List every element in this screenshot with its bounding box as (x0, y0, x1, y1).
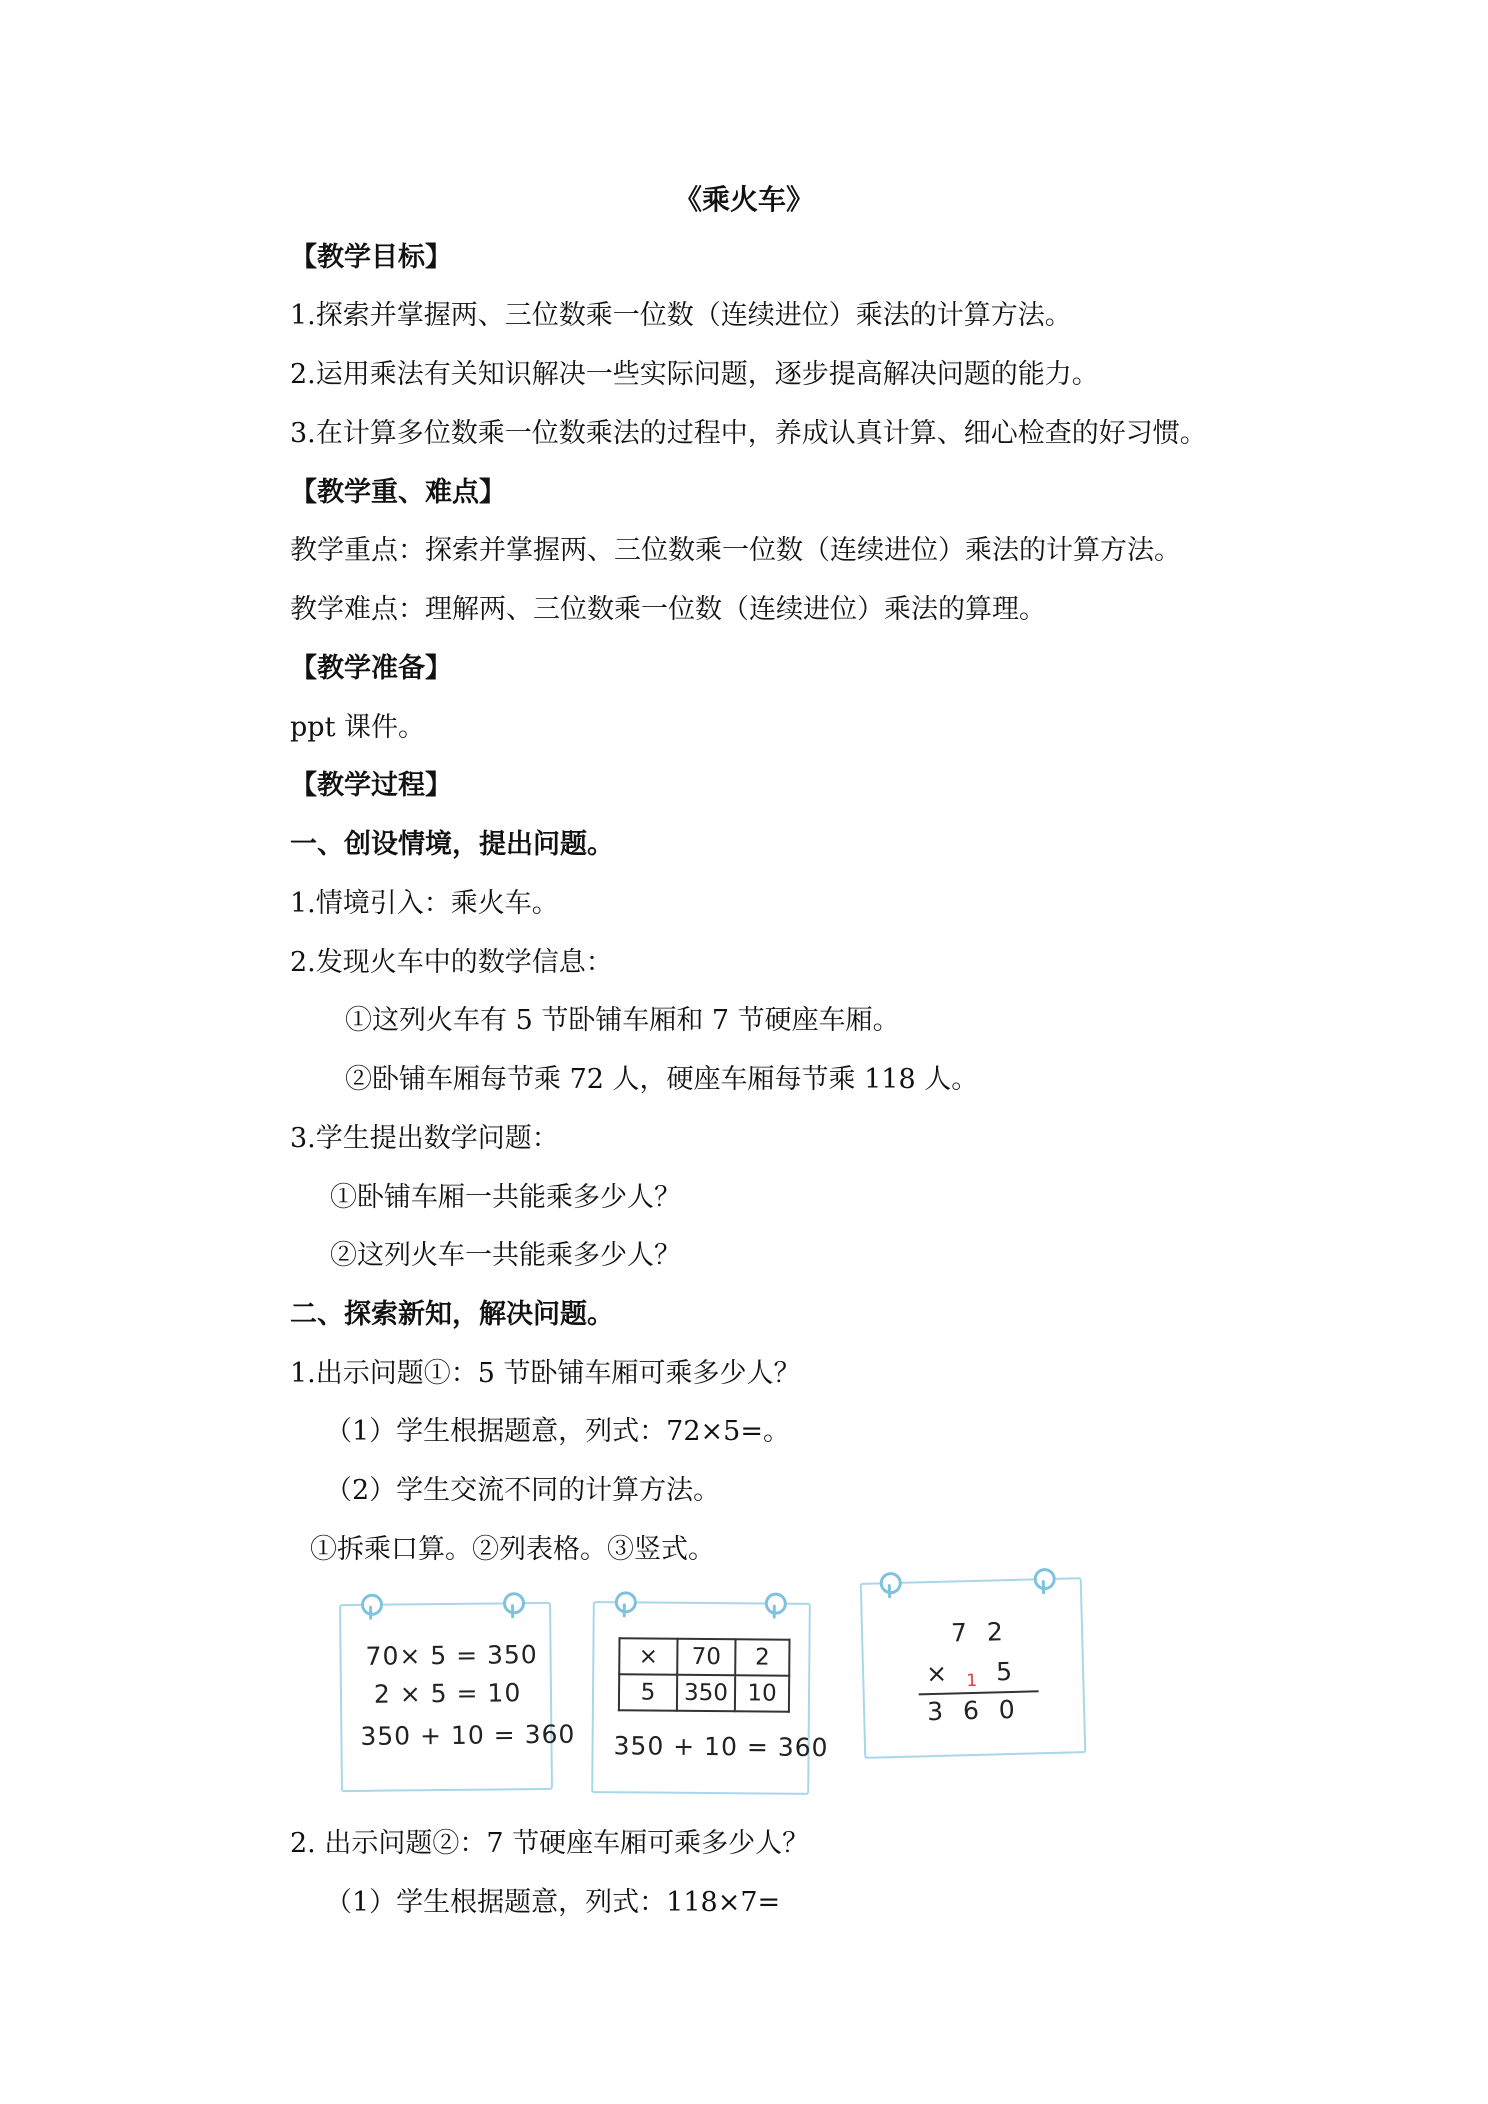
oral-calc-card (339, 1602, 576, 1792)
card-clip-icon (615, 1591, 637, 1613)
oral-calc-line-2: 2 × 5 = 10 (373, 1678, 522, 1709)
table-cell: 10 (735, 1675, 789, 1711)
part1-heading: 一、创设情境，提出问题。 (290, 829, 614, 860)
key-point-2: 教学难点：理解两、三位数乘一位数（连续进位）乘法的算理。 (290, 594, 1046, 625)
card-clip-icon (765, 1593, 787, 1615)
table-cell: 350 (677, 1675, 735, 1712)
card-clip-icon (503, 1592, 525, 1614)
table-cell: 5 (619, 1674, 677, 1711)
card-clip-icon (361, 1594, 383, 1616)
prep-heading: 【教学准备】 (290, 653, 452, 684)
part1-line-5: 3.学生提出数学问题： (290, 1123, 559, 1154)
vertical-rule-line (919, 1690, 1039, 1695)
part2-line-1: 1.出示问题①：5 节卧铺车厢可乘多少人？ (290, 1358, 801, 1389)
objective-1: 1.探索并掌握两、三位数乘一位数（连续进位）乘法的计算方法。 (290, 300, 1072, 331)
oral-calc-line-1: 70× 5 = 350 (365, 1640, 538, 1671)
part1-line-4: ②卧铺车厢每节乘 72 人，硬座车厢每节乘 118 人。 (345, 1064, 979, 1095)
table-cell: × (619, 1638, 677, 1675)
vertical-carry-digit: 1 (966, 1670, 979, 1692)
oral-calc-line-3: 350 + 10 = 360 (360, 1719, 576, 1751)
part1-line-7: ②这列火车一共能乘多少人？ (330, 1240, 681, 1271)
table-header-row (619, 1638, 789, 1675)
part1-line-3: ①这列火车有 5 节卧铺车厢和 7 节硬座车厢。 (345, 1005, 900, 1036)
document-title: 《乘火车》 (673, 183, 814, 216)
part1-line-2: 2.发现火车中的数学信息： (290, 947, 613, 978)
table-cell: 70 (677, 1639, 735, 1676)
prep-text: ppt 课件。 (290, 712, 425, 743)
key-point-1: 教学重点：探索并掌握两、三位数乘一位数（连续进位）乘法的计算方法。 (290, 535, 1181, 566)
table-row (619, 1674, 789, 1711)
process-heading: 【教学过程】 (290, 770, 452, 801)
vertical-bottom-number: 5 (995, 1656, 1014, 1687)
vertical-operator: × (925, 1658, 949, 1689)
card-clip-icon (1033, 1568, 1056, 1591)
table-method-card (591, 1601, 829, 1795)
table-sum-line: 350 + 10 = 360 (613, 1731, 829, 1763)
part2-line-6: （1）学生根据题意，列式：118×7= (325, 1887, 781, 1918)
objectives-heading: 【教学目标】 (290, 242, 452, 273)
card-clip-icon (879, 1572, 902, 1595)
part2-line-2: （1）学生根据题意，列式：72×5=。 (325, 1416, 790, 1447)
part2-line-5: 2. 出示问题②：7 节硬座车厢可乘多少人？ (290, 1828, 810, 1859)
part2-line-3: （2）学生交流不同的计算方法。 (325, 1475, 721, 1506)
vertical-method-card (860, 1577, 1087, 1759)
part2-line-4: ①拆乘口算。②列表格。③竖式。 (310, 1534, 715, 1565)
objective-2: 2.运用乘法有关知识解决一些实际问题，逐步提高解决问题的能力。 (290, 359, 1099, 390)
objective-3: 3.在计算多位数乘一位数乘法的过程中，养成认真计算、细心检查的好习惯。 (290, 418, 1207, 449)
vertical-result: 3 6 0 (926, 1694, 1022, 1727)
key-points-heading: 【教学重、难点】 (290, 477, 506, 508)
vertical-top-number: 7 2 (950, 1617, 1010, 1648)
table-cell: 2 (735, 1639, 789, 1675)
part2-heading: 二、探索新知，解决问题。 (290, 1299, 614, 1330)
multiplication-table (618, 1637, 791, 1712)
part1-line-6: ①卧铺车厢一共能乘多少人？ (330, 1182, 681, 1213)
part1-line-1: 1.情境引入：乘火车。 (290, 888, 559, 919)
